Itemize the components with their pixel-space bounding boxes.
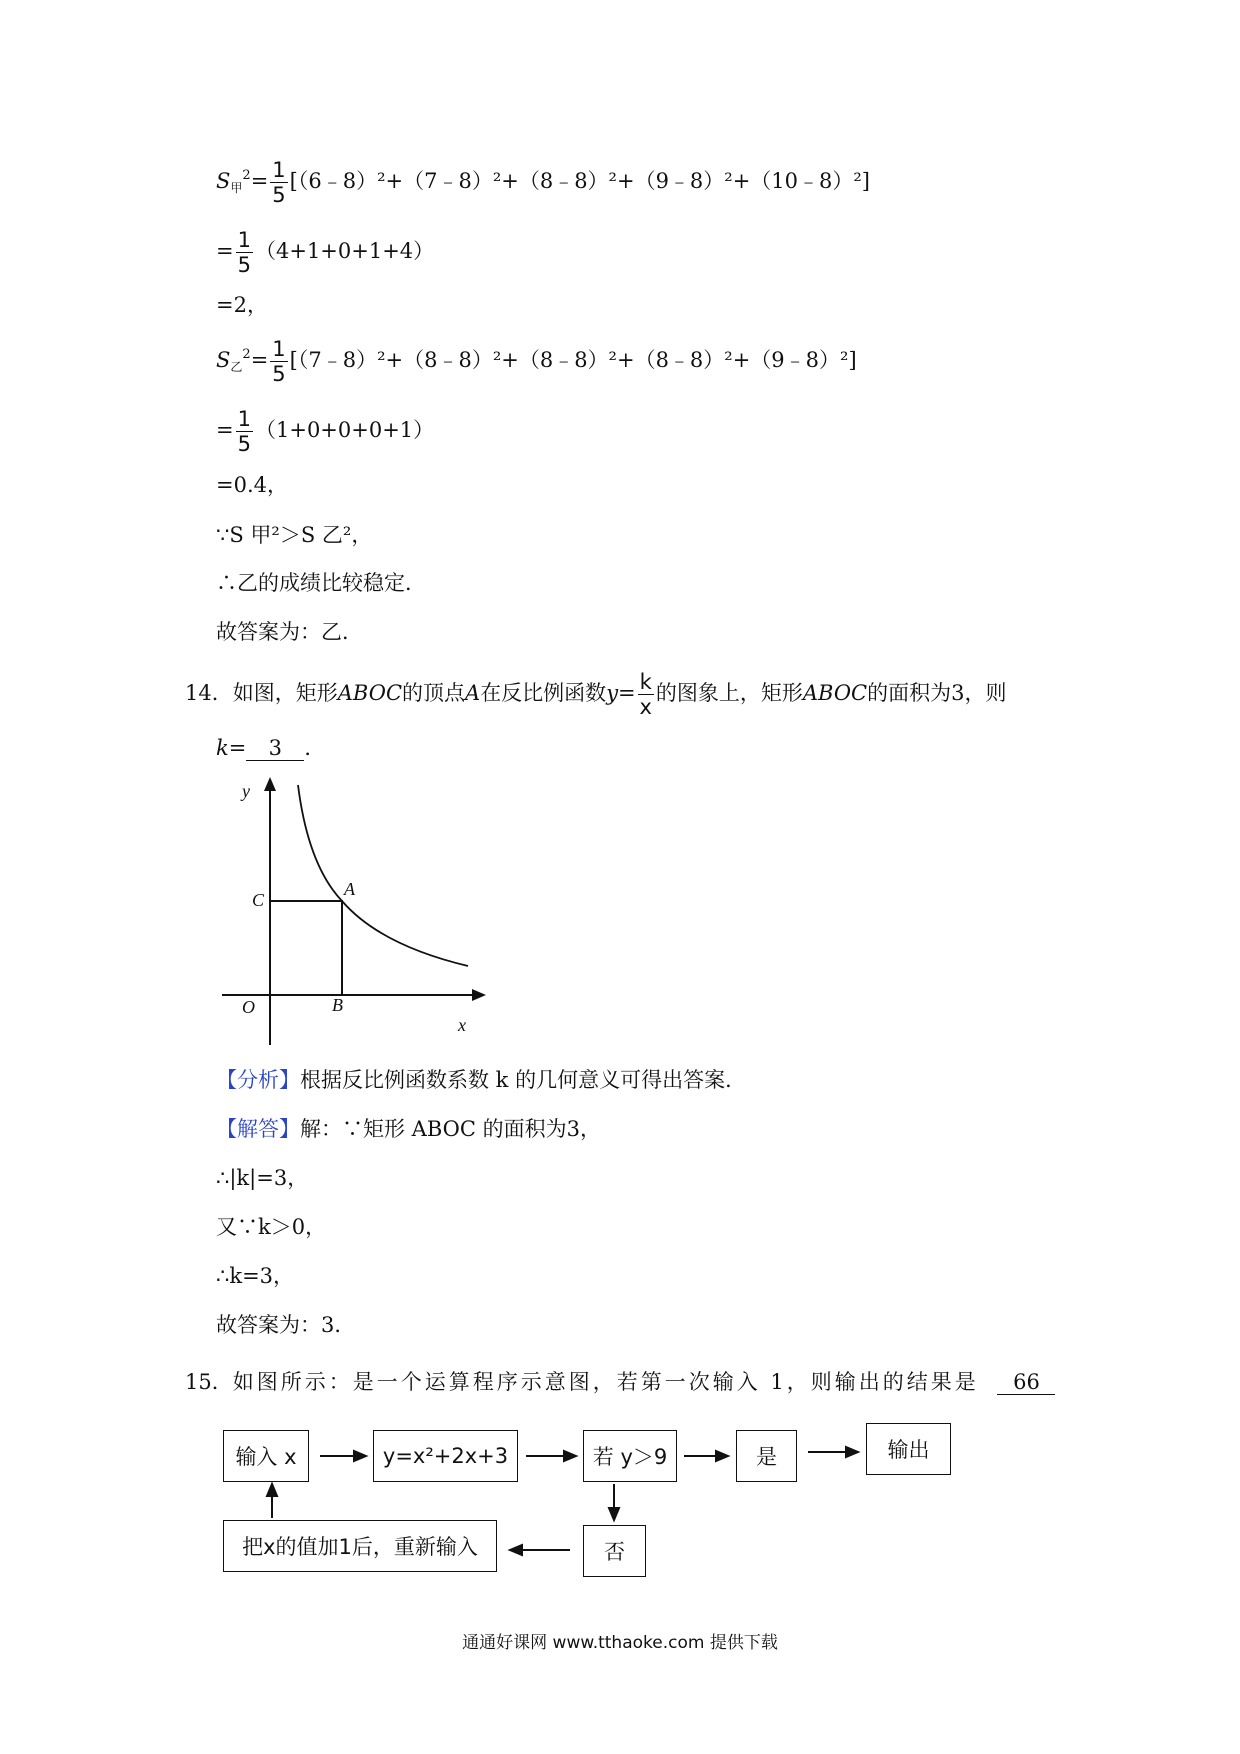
rectangle-aboc bbox=[270, 901, 342, 995]
label-o: O bbox=[242, 997, 255, 1017]
compare-line: ∵S 甲²＞S 乙²， bbox=[216, 523, 373, 547]
conclusion-line: ∴乙的成绩比较稳定． bbox=[216, 571, 426, 595]
flow-no-box: 否 bbox=[583, 1525, 646, 1577]
flow-input-box: 输入 x bbox=[223, 1430, 309, 1482]
q14-step3: ∴k=3， bbox=[216, 1264, 295, 1288]
label-y: y bbox=[242, 781, 250, 801]
flow-formula-box: y=x²+2x+3 bbox=[373, 1430, 518, 1482]
s-jia-formula: $S_甲^2=$ $\frac{1}{5}$ [（6﹣8）²+（7﹣8）²+（8﹣8）²+（9﹣8）²+（10﹣8）²] bbox=[216, 158, 871, 207]
page-footer: 通通好课网 www.tthaoke.com 提供下载 bbox=[462, 1633, 778, 1653]
q15-text: 15．如图所示：是一个运算程序示意图，若第一次输入 1，则输出的结果是 66 bbox=[185, 1367, 1055, 1397]
s-jia-result: =2， bbox=[216, 293, 268, 317]
flow-yes-box: 是 bbox=[736, 1430, 797, 1482]
s-yi-step2: = $\frac{1}{5}$ （1+0+0+0+1） bbox=[216, 407, 435, 456]
q14-analysis: 【分析】根据反比例函数系数 k 的几何意义可得出答案． bbox=[216, 1068, 747, 1092]
flow-condition-box: 若 y＞9 bbox=[583, 1430, 677, 1482]
answer13-line: 故答案为：乙． bbox=[216, 620, 363, 644]
s-yi-formula: $S_乙^2=$ $\frac{1}{5}$ [（7﹣8）²+（8﹣8）²+（8﹣8）²+（8﹣8）²+（9﹣8）²] bbox=[216, 337, 857, 386]
x-axis-arrow bbox=[472, 989, 486, 1001]
flow-arrows bbox=[0, 1400, 1240, 1600]
s-yi-result: =0.4， bbox=[216, 473, 288, 497]
q14-answer-blank: 3 bbox=[246, 736, 304, 761]
s-jia-step2: = $\frac{1}{5}$ （4+1+0+1+4） bbox=[216, 228, 435, 277]
q14-graph bbox=[210, 775, 490, 1055]
label-c: C bbox=[252, 890, 265, 910]
flow-output-box: 输出 bbox=[866, 1423, 951, 1475]
hyperbola-curve bbox=[298, 785, 468, 966]
label-x: x bbox=[458, 1015, 466, 1035]
q14-step2: 又∵k＞0， bbox=[216, 1215, 327, 1239]
q14-answer-line: k= 3 ． bbox=[216, 736, 326, 760]
q14-solution: 【解答】解：∵矩形 ABOC 的面积为3， bbox=[216, 1117, 601, 1141]
q14-text: 14．如图，矩形ABOC的顶点A在反比例函数y= $\frac{k}{x}$ 的图象上，矩形ABOC的面积为3，则 bbox=[185, 670, 1007, 719]
q14-step1: ∴|k|=3， bbox=[216, 1166, 309, 1190]
q14-final-answer: 故答案为：3． bbox=[216, 1313, 356, 1337]
label-a: A bbox=[344, 879, 355, 899]
label-b: B bbox=[332, 995, 343, 1015]
y-axis-arrow bbox=[264, 777, 276, 791]
q15-answer-blank: 66 bbox=[997, 1370, 1055, 1395]
flow-loop-box: 把x的值加1后，重新输入 bbox=[223, 1520, 497, 1572]
